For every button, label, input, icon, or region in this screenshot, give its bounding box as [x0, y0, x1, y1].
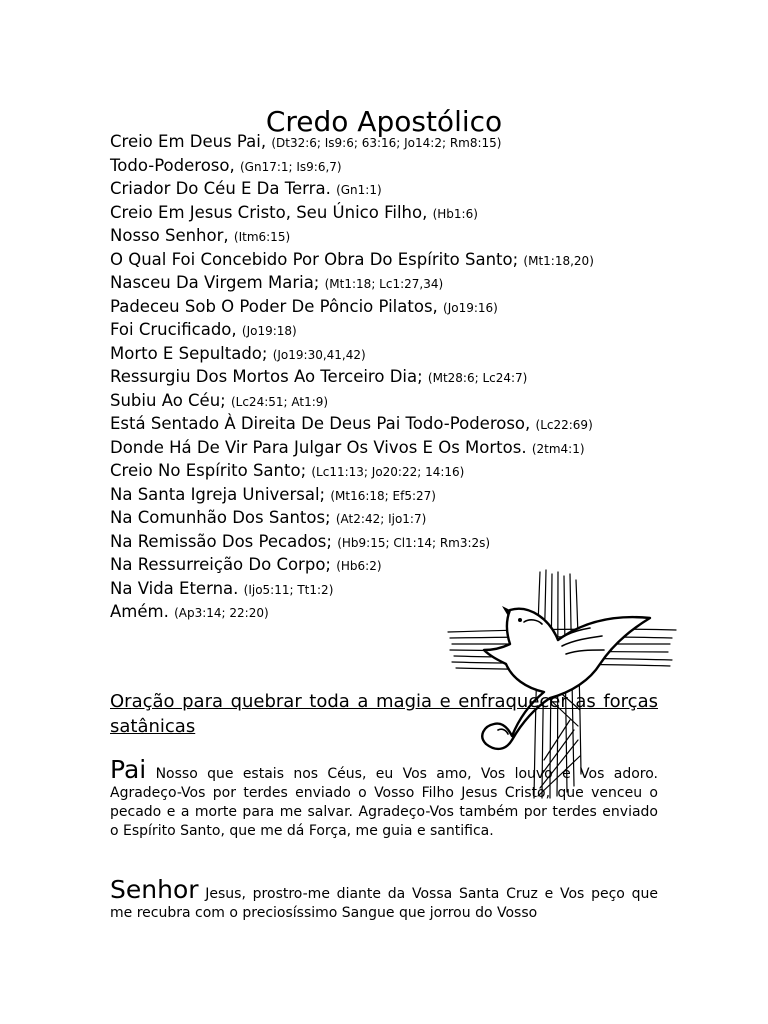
creed-line	[110, 460, 710, 484]
creed-line	[110, 531, 710, 555]
scripture-reference: (Ap3:14; 22:20)	[174, 606, 269, 620]
creed-text: Na Vida Eterna.	[110, 578, 244, 598]
creed-line	[110, 366, 710, 390]
scripture-reference: (Lc24:51; At1:9)	[230, 394, 329, 409]
scripture-reference: (Jo19:16)	[443, 300, 498, 315]
creed-text: Na Comunhão Dos Santos;	[110, 508, 336, 527]
prayer-paragraph	[110, 755, 658, 841]
scripture-reference: (Gn1:1)	[336, 183, 382, 197]
creed-line	[110, 413, 710, 437]
creed-line	[110, 225, 710, 249]
creed-line	[110, 178, 710, 202]
scripture-reference: (At2:42; Ijo1:7)	[335, 512, 427, 526]
prayer-paragraph	[110, 875, 658, 923]
creed-text: Morto E Sepultado;	[110, 343, 273, 363]
creed-line	[110, 343, 710, 367]
creed-line	[110, 390, 710, 414]
scripture-reference: (Mt1:18; Lc1:27,34)	[324, 277, 444, 291]
creed-text: Ressurgiu Dos Mortos Ao Terceiro Dia;	[110, 367, 428, 386]
paragraph-first-word: Pai	[110, 755, 147, 784]
scripture-reference: (Itm6:15)	[233, 230, 291, 244]
creed-text: Na Santa Igreja Universal;	[110, 484, 331, 504]
scripture-reference: (Jo19:18)	[241, 324, 297, 338]
scripture-reference: (Gn17:1; Is9:6,7)	[239, 159, 342, 174]
creed-text: Nasceu Da Virgem Maria;	[110, 273, 325, 292]
scripture-reference: (Mt28:6; Lc24:7)	[427, 371, 528, 385]
creed-text: Todo-Poderoso,	[110, 155, 240, 175]
creed-line	[110, 272, 710, 296]
creed-text: Subiu Ao Céu;	[110, 390, 231, 410]
scripture-reference: (Lc22:69)	[535, 418, 593, 432]
paragraph-first-word: Senhor	[110, 875, 199, 904]
scripture-reference: (Mt16:18; Ef5:27)	[330, 488, 436, 503]
creed-text: Padeceu Sob O Poder De Pôncio Pilatos,	[110, 296, 444, 316]
paragraph-text: Nosso que estais nos Céus, eu Vos amo, Vos louvo e Vos adoro. Agradeço-Vos por terdes enviado o Vosso Filho Jesus Cristo, que venceu o pecado e a morte para me salvar. Agradeço-Vos também por terdes enviado o Espírito Santo, que me dá Força, me guia e santifica.	[110, 766, 658, 839]
prayer-heading: Oração para quebrar toda a magia e enfraquecer as forças satânicas	[110, 691, 658, 737]
scripture-reference: (Jo19:30,41,42)	[272, 347, 366, 362]
paragraph-text: Jesus, prostro-me diante da Vossa Santa Cruz e Vos peço que me recubra com o preciosíssimo Sangue que jorrou do Vosso	[110, 886, 658, 921]
scripture-reference: (Hb1:6)	[432, 206, 478, 221]
page-title: Credo Apostólico	[265, 104, 503, 138]
scripture-reference: (Hb9:15; Cl1:14; Rm3:2s)	[337, 535, 491, 550]
scripture-reference: (Hb6:2)	[336, 559, 382, 573]
creed-text: Creio Em Deus Pai,	[110, 132, 272, 151]
creed-text: Foi Crucificado,	[110, 320, 242, 339]
creed-text: Na Remissão Dos Pecados;	[110, 531, 338, 551]
scripture-reference: (Mt1:18,20)	[523, 253, 594, 268]
scripture-reference: (Lc11:13; Jo20:22; 14:16)	[311, 465, 465, 479]
scripture-reference: (Ijo5:11; Tt1:2)	[243, 582, 334, 597]
creed-text: O Qual Foi Concebido Por Obra Do Espírito Santo;	[110, 249, 524, 269]
creed-line	[110, 202, 710, 226]
creed-text: Nosso Senhor,	[110, 226, 234, 245]
creed-line	[110, 437, 710, 461]
creed-line	[110, 484, 710, 508]
creed-text: Creio No Espírito Santo;	[110, 461, 312, 480]
creed-line	[110, 296, 710, 320]
creed-line	[110, 319, 710, 343]
creed-list	[110, 131, 710, 625]
creed-line	[110, 155, 710, 179]
creed-text: Na Ressurreição Do Corpo;	[110, 555, 337, 574]
creed-line	[110, 131, 710, 155]
creed-text: Creio Em Jesus Cristo, Seu Único Filho,	[110, 202, 433, 222]
scripture-reference: (2tm4:1)	[531, 441, 585, 456]
creed-text: Donde Há De Vir Para Julgar Os Vivos E Os Mortos.	[110, 437, 532, 457]
creed-text: Amém.	[110, 602, 175, 621]
scripture-reference: (Dt32:6; Is9:6; 63:16; Jo14:2; Rm8:15)	[271, 136, 502, 150]
creed-line	[110, 507, 710, 531]
creed-text: Está Sentado À Direita De Deus Pai Todo-Poderoso,	[110, 414, 536, 433]
creed-line	[110, 249, 710, 273]
creed-text: Criador Do Céu E Da Terra.	[110, 179, 337, 198]
